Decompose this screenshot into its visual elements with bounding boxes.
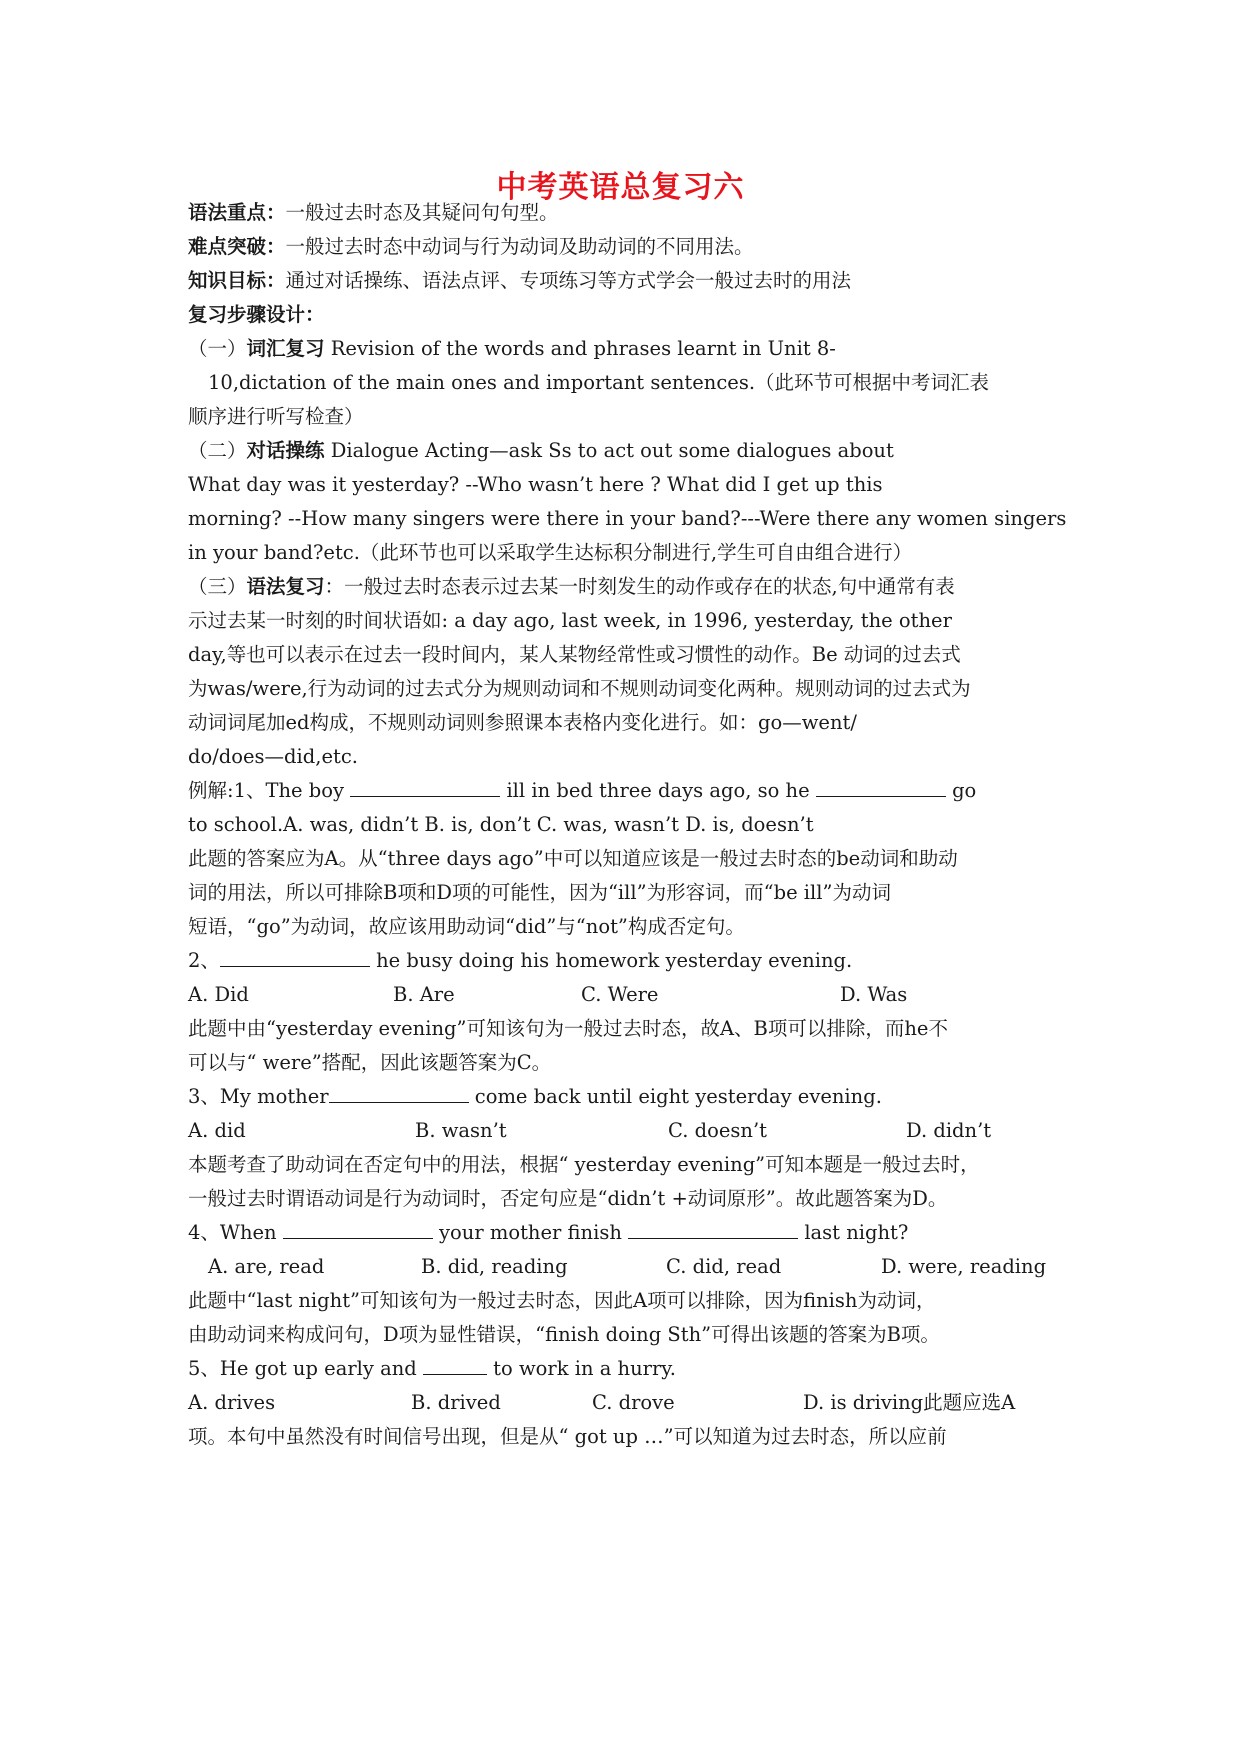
section3-line6: do/does—did,etc. (188, 745, 358, 768)
question1-line (188, 778, 1068, 804)
answer-blank (350, 778, 500, 797)
section2-text: Dialogue Acting—ask Ss to act out some dialogues about (324, 439, 894, 462)
difficulty-label: 难点突破： (188, 235, 286, 258)
option-d: D. is driving此题应选A (803, 1391, 1016, 1414)
section3-line4: 为was/were,行为动词的过去式分为规则动词和不规则动词变化两种。规则动词的过去式为 (188, 677, 971, 700)
grammar-focus-text: 一般过去时态及其疑问句句型。 (285, 201, 559, 224)
question5-line (188, 1356, 1068, 1382)
section2-line4: in your band?etc.（此环节也可以采取学生达标积分制进行,学生可自由组合进行） (188, 541, 913, 564)
answer-blank (220, 948, 370, 967)
option-b: B. wasn’t (415, 1119, 507, 1142)
section1-text: Revision of the words and phrases learnt in Unit 8- (324, 337, 836, 360)
question5-part-a: 5、He got up early and (188, 1357, 417, 1380)
option-b: B. drived (411, 1391, 501, 1414)
question3-part-b: come back until eight yesterday evening. (474, 1085, 882, 1108)
option-a: A. did (188, 1119, 246, 1142)
option-c: C. did, read (666, 1255, 782, 1278)
question5-part-b: to work in a hurry. (493, 1357, 676, 1380)
question3-part-a: 3、My mother (188, 1085, 329, 1108)
question3-explanation1: 本题考查了助动词在否定句中的用法，根据“ yesterday evening”可知本题是一般过去时， (188, 1153, 980, 1176)
question1-part-c: go (952, 779, 977, 802)
option-d: D. Was (840, 983, 908, 1006)
question3-line (188, 1084, 1068, 1110)
option-c: C. drove (592, 1391, 675, 1414)
question1-part-a: 例解:1、The boy (188, 779, 345, 802)
answer-blank (423, 1356, 487, 1375)
option-d: D. were, reading (881, 1255, 1047, 1278)
option-c: C. doesn’t (668, 1119, 767, 1142)
answer-blank (816, 778, 946, 797)
knowledge-goal-line (188, 268, 1068, 294)
page-title: 中考英语总复习六 (496, 170, 745, 205)
difficulty-text: 一般过去时态中动词与行为动词及助动词的不同用法。 (285, 235, 754, 258)
question1-options: to school.A. was, didn’t B. is, don’t C. was, wasn’t D. is, doesn’t (188, 813, 814, 836)
grammar-focus-line (188, 200, 1068, 226)
answer-blank (329, 1084, 469, 1103)
section2-label: 对话操练 (246, 439, 325, 462)
question2-line (188, 948, 1068, 974)
option-c: C. Were (581, 983, 659, 1006)
difficulty-line (188, 234, 1068, 260)
question4-part-a: 4、When (188, 1221, 277, 1244)
question2-part-a: 2、 (188, 949, 220, 972)
answer-blank (283, 1220, 433, 1239)
section3-num: （三） (188, 575, 247, 598)
section2-num: （二） (188, 439, 247, 462)
question2-part-b: he busy doing his homework yesterday evening. (376, 949, 853, 972)
section1-num: （一） (188, 337, 247, 360)
question1-explanation3: 短语，“go”为动词，故应该用助动词“did”与“not”构成否定句。 (188, 915, 745, 938)
question1-part-b: ill in bed three days ago, so he (506, 779, 810, 802)
question1-explanation2: 词的用法，所以可排除B项和D项的可能性，因为“ill”为形容词，而“be ill”为动词 (188, 881, 891, 904)
section3-line (188, 574, 1068, 600)
section3-text: ：一般过去时态表示过去某一时刻发生的动作或存在的状态,句中通常有表 (324, 575, 955, 598)
question4-explanation2: 由助动词来构成问句，D项为显性错误，“finish doing Sth”可得出该题的答案为B项。 (188, 1323, 940, 1346)
section3-label: 语法复习 (246, 575, 325, 598)
steps-heading (188, 302, 1068, 328)
question5-explanation1: 项。本句中虽然没有时间信号出现，但是从“ got up …”可以知道为过去时态，所以应前 (188, 1425, 947, 1448)
knowledge-goal-text: 通过对话操练、语法点评、专项练习等方式学会一般过去时的用法 (285, 269, 852, 292)
option-b: B. Are (393, 983, 455, 1006)
option-a: A. Did (188, 983, 249, 1006)
option-a: A. drives (188, 1391, 276, 1414)
question2-explanation2: 可以与“ were”搭配，因此该题答案为C。 (188, 1051, 552, 1074)
section3-line5: 动词词尾加ed构成，不规则动词则参照课本表格内变化进行。如：go—went/ (188, 711, 857, 734)
question4-part-b: your mother finish (439, 1221, 622, 1244)
steps-label: 复习步骤设计： (188, 303, 325, 326)
grammar-focus-label: 语法重点： (188, 201, 286, 224)
option-d: D. didn’t (906, 1119, 992, 1142)
question3-explanation2: 一般过去时谓语动词是行为动词时，否定句应是“didn’t +动词原形”。故此题答案为D。 (188, 1187, 948, 1210)
question4-line (188, 1220, 1068, 1246)
question4-part-c: last night? (804, 1221, 909, 1244)
section2-line2: What day was it yesterday? --Who wasn’t here ? What did I get up this (188, 473, 883, 496)
section1-label: 词汇复习 (246, 337, 325, 360)
section3-line2: 示过去某一时刻的时间状语如: a day ago, last week, in 1996, yesterday, the other (188, 609, 952, 632)
section2-line3: morning? --How many singers were there in your band?---Were there any women singers (188, 507, 1067, 530)
section2-line (188, 438, 1068, 464)
question4-explanation1: 此题中“last night”可知该句为一般过去时态，因此A项可以排除，因为finish为动词， (188, 1289, 936, 1312)
section1-line2: 10,dictation of the main ones and important sentences.（此环节可根据中考词汇表 (208, 371, 990, 394)
option-b: B. did, reading (421, 1255, 568, 1278)
answer-blank (628, 1220, 798, 1239)
question2-explanation1: 此题中由“yesterday evening”可知该句为一般过去时态，故A、B项可以排除，而he不 (188, 1017, 948, 1040)
option-a: A. are, read (208, 1255, 325, 1278)
section1-line3: 顺序进行听写检查） (188, 405, 364, 428)
section3-line3: day,等也可以表示在过去一段时间内，某人某物经常性或习惯性的动作。Be 动词的过去式 (188, 643, 961, 666)
question1-explanation1: 此题的答案应为A。从“three days ago”中可以知道应该是一般过去时态的be动词和助动 (188, 847, 958, 870)
section1-line (188, 336, 1068, 362)
knowledge-goal-label: 知识目标： (188, 269, 286, 292)
